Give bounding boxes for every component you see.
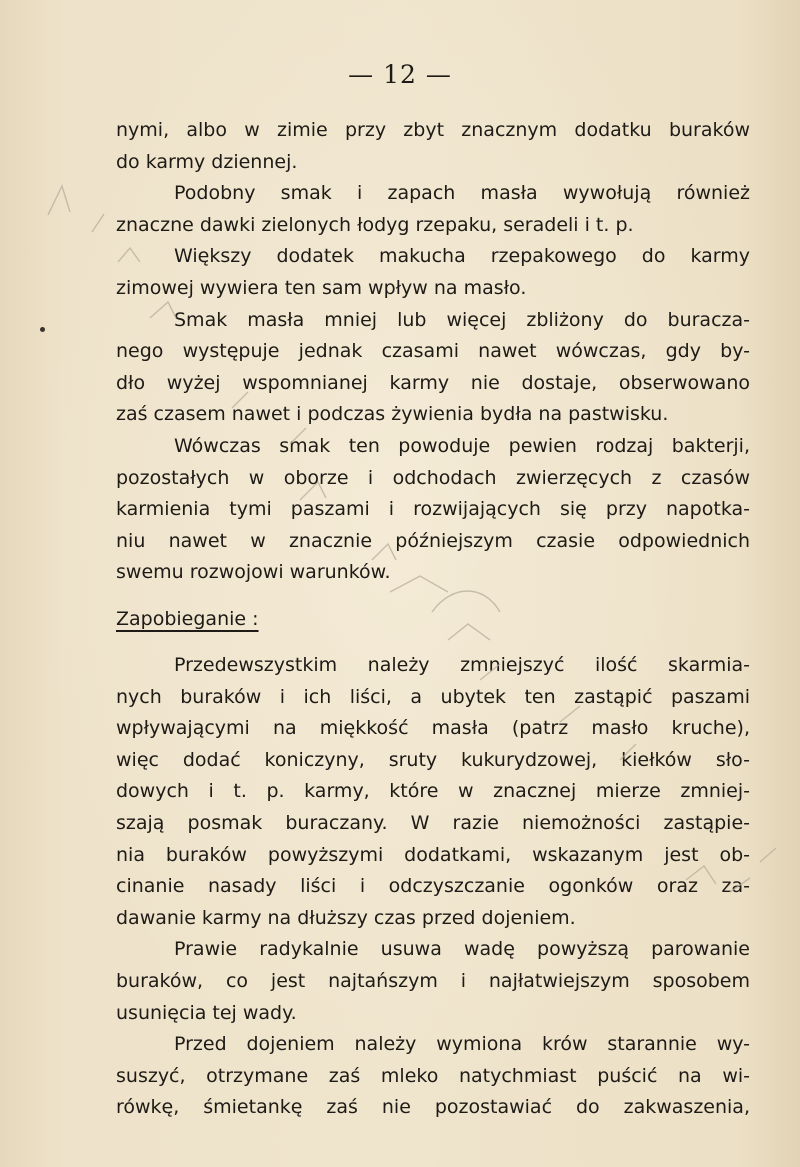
text-line: nego występuje jednak czasami nawet wówczas, gdy by- [116, 340, 750, 363]
text-line: Smak masła mniej lub więcej zbliżony do buracza- [174, 308, 750, 331]
text-line: Wówczas smak ten powoduje pewien rodzaj bakterji, [174, 434, 750, 457]
text-line: szają posmak buraczany. W razie niemożności zastąpie- [116, 811, 750, 834]
text-line: dowych i t. p. karmy, które w znacznej mierze zmniej- [116, 780, 750, 803]
ink-speck [40, 327, 45, 332]
text-line: nych buraków i ich liści, a ubytek ten zastąpić paszami [116, 685, 750, 708]
page-number: — 12 — [348, 60, 452, 89]
text-line: zimowej wywiera ten sam wpływ na masło. [116, 276, 527, 299]
text-line: dło wyżej wspomnianej karmy nie dostaje, obserwowano [116, 371, 750, 394]
text-block-2 [116, 650, 750, 1124]
text-line: do karmy dziennej. [116, 150, 298, 173]
text-line: wpływającymi na miękkość masła (patrz masło kruche), [116, 717, 750, 740]
text-line: swemu rozwojowi warunków. [116, 561, 391, 584]
text-line: Przedewszystkim należy zmniejszyć ilość skarmia- [174, 654, 750, 676]
text-line: Prawie radykalnie usuwa wadę powyższą parowanie [174, 938, 750, 961]
text-line: Przed dojeniem należy wymiona krów starannie wy- [174, 1033, 750, 1056]
text-line: znaczne dawki zielonych łodyg rzepaku, seradeli i t. p. [116, 213, 634, 236]
text-line: dawanie karmy na dłuższy czas przed dojeniem. [116, 906, 576, 929]
text-line: suszyć, otrzymane zaś mleko natychmiast puścić na wi- [116, 1064, 750, 1087]
text-line: buraków, co jest najtańszym i najłatwiejszym sposobem [116, 969, 750, 992]
text-line: nia buraków powyższymi dodatkami, wskazanym jest ob- [116, 843, 750, 866]
text-line: karmienia tymi paszami i rozwijających się przy napotka- [116, 498, 750, 521]
text-line: Podobny smak i zapach masła wywołują również [174, 182, 750, 205]
text-line: cinanie nasady liści i odczyszczanie ogonków oraz za- [116, 875, 750, 898]
text-line: rówkę, śmietankę zaś nie pozostawiać do zakwaszenia, [116, 1096, 750, 1119]
text-line: Większy dodatek makucha rzepakowego do karmy [174, 245, 750, 268]
text-line: zaś czasem nawet i podczas żywienia bydła na pastwisku. [116, 403, 669, 426]
text-line: więc dodać koniczyny, sruty kukurydzowej, kiełków sło- [116, 748, 750, 771]
text-line: niu nawet w znacznie późniejszym czasie odpowiednich [116, 529, 750, 552]
text-line: nymi, albo w zimie przy zbyt znacznym dodatku buraków [116, 119, 750, 141]
section-heading: Zapobieganie : [116, 608, 259, 630]
text-line: pozostałych w oborze i odchodach zwierzęcych z czasów [116, 466, 750, 489]
text-block-1 [116, 115, 750, 589]
text-line: usunięcia tej wady. [116, 1001, 297, 1024]
